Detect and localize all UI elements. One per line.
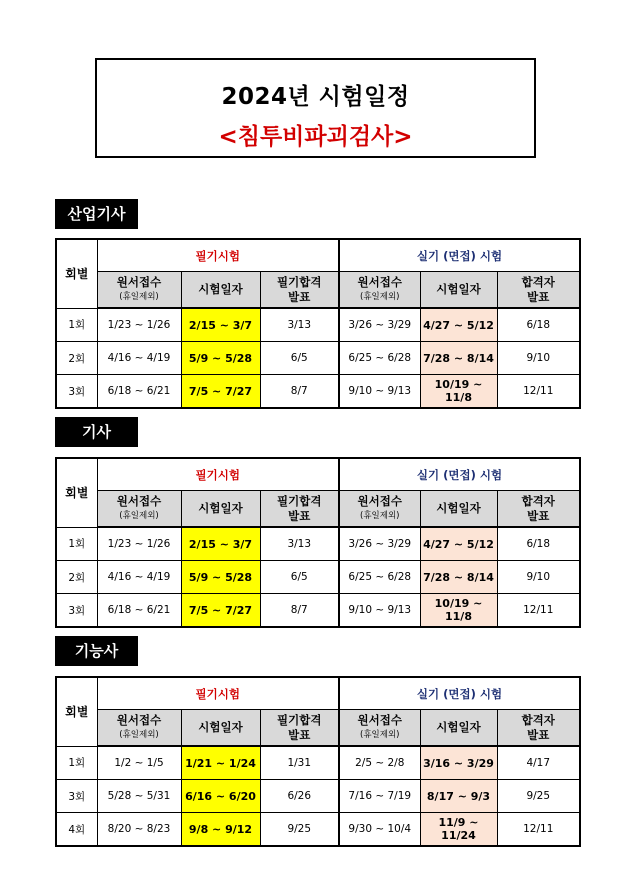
schedule-table bbox=[55, 238, 581, 409]
title-box bbox=[95, 58, 536, 158]
written-exam-date-header: 시험일자 bbox=[181, 272, 260, 309]
final-result-header: 합격자 발표 bbox=[497, 491, 580, 528]
practical-exam-date-header: 시험일자 bbox=[420, 491, 497, 528]
written-result-header: 필기합격 발표 bbox=[260, 710, 339, 747]
table-row bbox=[56, 308, 580, 342]
written-apply-header: 원서접수 (휴일제외) bbox=[97, 272, 181, 309]
written-result-header: 필기합격 발표 bbox=[260, 491, 339, 528]
table-row bbox=[56, 594, 580, 628]
practical-apply-cell: 9/10 ~ 9/13 bbox=[339, 375, 420, 409]
section-label: 기능사 bbox=[55, 636, 138, 666]
final-result-cell: 12/11 bbox=[497, 813, 580, 847]
practical-apply-cell: 7/16 ~ 7/19 bbox=[339, 780, 420, 813]
round-header: 회별 bbox=[56, 458, 97, 527]
round-cell: 1회 bbox=[56, 527, 97, 561]
final-result-cell: 9/10 bbox=[497, 561, 580, 594]
practical-apply-cell: 6/25 ~ 6/28 bbox=[339, 561, 420, 594]
written-exam-date-cell: 1/21 ~ 1/24 bbox=[181, 746, 260, 780]
schedule-table bbox=[55, 676, 581, 847]
practical-exam-date-cell: 10/19 ~ 11/8 bbox=[420, 375, 497, 409]
written-result-cell: 8/7 bbox=[260, 594, 339, 628]
table-row bbox=[56, 375, 580, 409]
written-apply-cell: 8/20 ~ 8/23 bbox=[97, 813, 181, 847]
final-result-cell: 9/10 bbox=[497, 342, 580, 375]
round-cell: 1회 bbox=[56, 746, 97, 780]
written-result-cell: 1/31 bbox=[260, 746, 339, 780]
written-exam-date-cell: 9/8 ~ 9/12 bbox=[181, 813, 260, 847]
written-exam-date-cell: 2/15 ~ 3/7 bbox=[181, 308, 260, 342]
written-result-cell: 6/26 bbox=[260, 780, 339, 813]
final-result-cell: 4/17 bbox=[497, 746, 580, 780]
written-apply-header: 원서접수 (휴일제외) bbox=[97, 491, 181, 528]
written-apply-header: 원서접수 (휴일제외) bbox=[97, 710, 181, 747]
written-result-cell: 3/13 bbox=[260, 308, 339, 342]
practical-exam-date-cell: 8/17 ~ 9/3 bbox=[420, 780, 497, 813]
practical-apply-cell: 3/26 ~ 3/29 bbox=[339, 527, 420, 561]
practical-exam-date-header: 시험일자 bbox=[420, 272, 497, 309]
written-apply-cell: 4/16 ~ 4/19 bbox=[97, 561, 181, 594]
practical-apply-header: 원서접수 (휴일제외) bbox=[339, 710, 420, 747]
page-subtitle: <침투비파괴검사> bbox=[218, 124, 413, 150]
practical-apply-cell: 6/25 ~ 6/28 bbox=[339, 342, 420, 375]
round-cell: 3회 bbox=[56, 594, 97, 628]
written-exam-header: 필기시험 bbox=[97, 458, 339, 491]
practical-apply-header: 원서접수 (휴일제외) bbox=[339, 272, 420, 309]
round-cell: 2회 bbox=[56, 342, 97, 375]
written-result-cell: 6/5 bbox=[260, 561, 339, 594]
written-apply-cell: 6/18 ~ 6/21 bbox=[97, 594, 181, 628]
written-exam-header: 필기시험 bbox=[97, 677, 339, 710]
round-cell: 2회 bbox=[56, 561, 97, 594]
practical-exam-date-cell: 7/28 ~ 8/14 bbox=[420, 561, 497, 594]
practical-exam-date-cell: 11/9 ~ 11/24 bbox=[420, 813, 497, 847]
written-apply-cell: 6/18 ~ 6/21 bbox=[97, 375, 181, 409]
table-row bbox=[56, 561, 580, 594]
written-apply-cell: 1/23 ~ 1/26 bbox=[97, 308, 181, 342]
written-result-cell: 9/25 bbox=[260, 813, 339, 847]
written-exam-date-cell: 5/9 ~ 5/28 bbox=[181, 342, 260, 375]
practical-apply-cell: 3/26 ~ 3/29 bbox=[339, 308, 420, 342]
written-exam-date-cell: 7/5 ~ 7/27 bbox=[181, 594, 260, 628]
practical-apply-cell: 9/30 ~ 10/4 bbox=[339, 813, 420, 847]
practical-exam-date-cell: 7/28 ~ 8/14 bbox=[420, 342, 497, 375]
final-result-cell: 6/18 bbox=[497, 527, 580, 561]
table-row bbox=[56, 813, 580, 847]
written-exam-date-header: 시험일자 bbox=[181, 491, 260, 528]
written-exam-header: 필기시험 bbox=[97, 239, 339, 272]
written-result-cell: 3/13 bbox=[260, 527, 339, 561]
written-exam-date-cell: 5/9 ~ 5/28 bbox=[181, 561, 260, 594]
practical-exam-date-header: 시험일자 bbox=[420, 710, 497, 747]
round-header: 회별 bbox=[56, 239, 97, 308]
practical-apply-header: 원서접수 (휴일제외) bbox=[339, 491, 420, 528]
written-result-cell: 8/7 bbox=[260, 375, 339, 409]
practical-exam-date-cell: 10/19 ~ 11/8 bbox=[420, 594, 497, 628]
round-cell: 3회 bbox=[56, 375, 97, 409]
final-result-cell: 6/18 bbox=[497, 308, 580, 342]
table-row bbox=[56, 780, 580, 813]
page-title: 2024년 시험일정 bbox=[221, 84, 410, 110]
written-exam-date-cell: 7/5 ~ 7/27 bbox=[181, 375, 260, 409]
practical-exam-date-cell: 3/16 ~ 3/29 bbox=[420, 746, 497, 780]
written-exam-date-cell: 6/16 ~ 6/20 bbox=[181, 780, 260, 813]
practical-apply-cell: 2/5 ~ 2/8 bbox=[339, 746, 420, 780]
round-cell: 1회 bbox=[56, 308, 97, 342]
table-row bbox=[56, 527, 580, 561]
practical-exam-header: 실기 (면접) 시험 bbox=[339, 458, 580, 491]
written-apply-cell: 1/23 ~ 1/26 bbox=[97, 527, 181, 561]
written-apply-cell: 4/16 ~ 4/19 bbox=[97, 342, 181, 375]
written-apply-cell: 1/2 ~ 1/5 bbox=[97, 746, 181, 780]
round-cell: 3회 bbox=[56, 780, 97, 813]
final-result-header: 합격자 발표 bbox=[497, 710, 580, 747]
round-cell: 4회 bbox=[56, 813, 97, 847]
final-result-header: 합격자 발표 bbox=[497, 272, 580, 309]
round-header: 회별 bbox=[56, 677, 97, 746]
final-result-cell: 9/25 bbox=[497, 780, 580, 813]
written-exam-date-header: 시험일자 bbox=[181, 710, 260, 747]
section-label: 기사 bbox=[55, 417, 138, 447]
practical-exam-header: 실기 (면접) 시험 bbox=[339, 239, 580, 272]
practical-exam-date-cell: 4/27 ~ 5/12 bbox=[420, 527, 497, 561]
schedule-table bbox=[55, 457, 581, 628]
table-row bbox=[56, 746, 580, 780]
written-exam-date-cell: 2/15 ~ 3/7 bbox=[181, 527, 260, 561]
written-result-cell: 6/5 bbox=[260, 342, 339, 375]
practical-exam-header: 실기 (면접) 시험 bbox=[339, 677, 580, 710]
final-result-cell: 12/11 bbox=[497, 375, 580, 409]
practical-exam-date-cell: 4/27 ~ 5/12 bbox=[420, 308, 497, 342]
final-result-cell: 12/11 bbox=[497, 594, 580, 628]
written-result-header: 필기합격 발표 bbox=[260, 272, 339, 309]
table-row bbox=[56, 342, 580, 375]
practical-apply-cell: 9/10 ~ 9/13 bbox=[339, 594, 420, 628]
written-apply-cell: 5/28 ~ 5/31 bbox=[97, 780, 181, 813]
section-label: 산업기사 bbox=[55, 199, 138, 229]
